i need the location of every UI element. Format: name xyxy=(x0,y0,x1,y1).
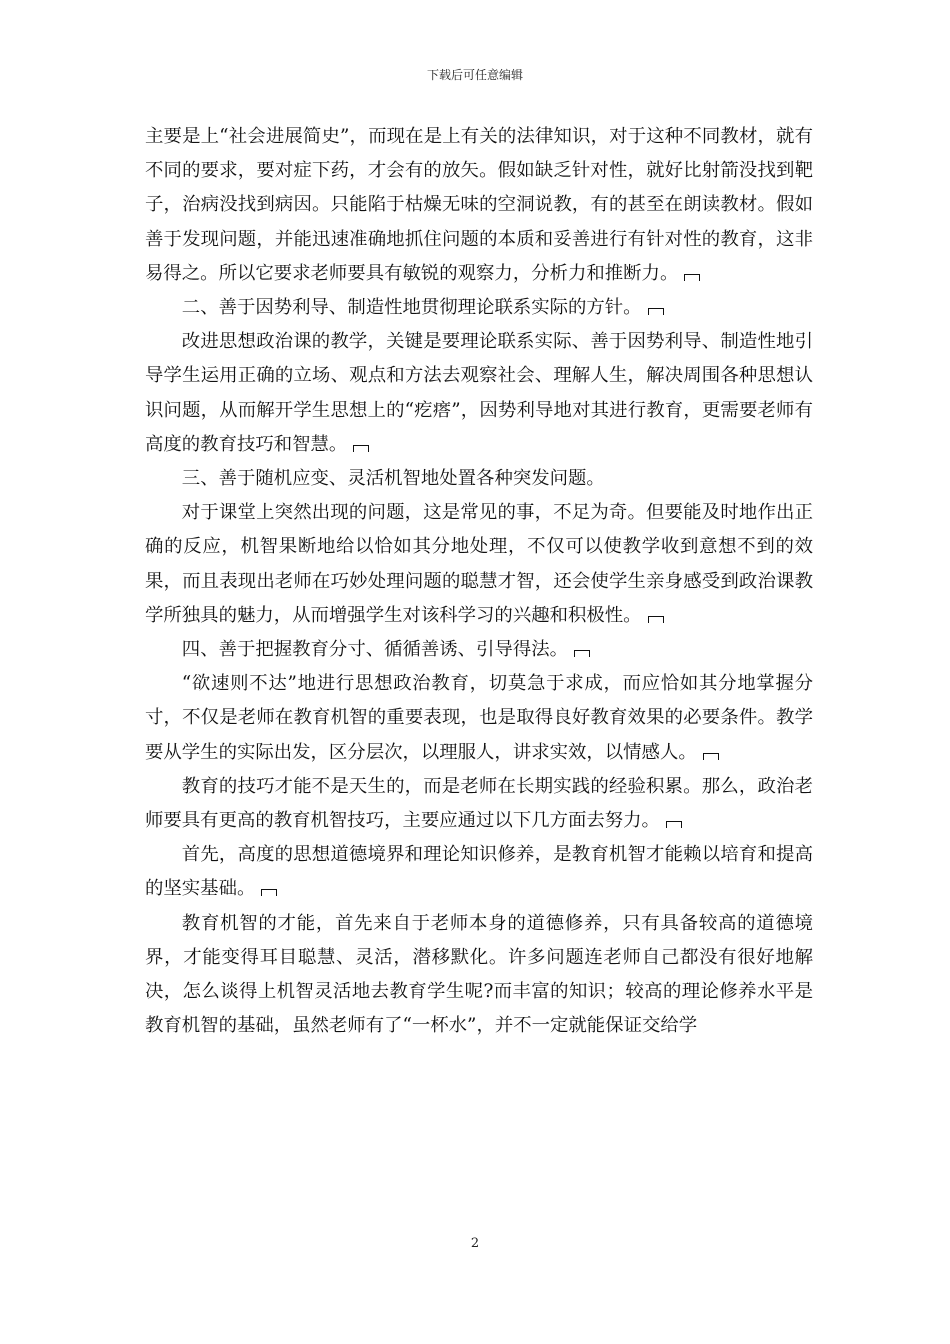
heading-4: 三、善于随机应变、灵活机智地处置各种突发问题。 xyxy=(181,468,605,490)
paragraph-mark-icon xyxy=(666,821,682,828)
paragraph-mark-icon xyxy=(684,274,700,281)
document-body xyxy=(145,120,813,1043)
heading-6: 四、善于把握教育分寸、循循善诱、引导得法。 xyxy=(145,633,813,667)
page-number: 2 xyxy=(470,1236,480,1251)
paragraph-8: 教育的技巧才能不是天生的，而是老师在长期实践的经验积累。那么，政治老师要具有更高的教育机智技巧，主要应通过以下几方面去努力。 xyxy=(145,775,813,832)
paragraph-mark-icon xyxy=(648,616,664,623)
paragraph-5: 对于课堂上突然出现的问题，这是常见的事，不足为奇。但要能及时地作出正确的反应，机智果断地给以恰如其分地处理，不仅可以使教学收到意想不到的效果，而且表现出老师在巧妙处理问题的聪慧才智，还会使学生亲身感受到政治课教学所独具的魅力，从而增强学生对该科学习的兴趣和积极性。 xyxy=(145,502,813,626)
heading-2: 二、善于因势利导、制造性地贯彻理论联系实际的方针。 xyxy=(145,291,813,325)
paragraph-1: 主要是上“社会进展简史”，而现在是上有关的法律知识，对于这种不同教材，就有不同的要求，要对症下药，才会有的放矢。假如缺乏针对性，就好比射箭没找到靶子，治病没找到病因。只能陷于枯燥无味的空洞说教，有的甚至在朗读教材。假如善于发现问题，并能迅速准确地抓住问题的本质和妥善进行有针对性的教育，这非易得之。所以它要求老师要具有敏锐的观察力，分析力和推断力。 xyxy=(145,126,813,284)
paragraph-3: 改进思想政治课的教学，关键是要理论联系实际、善于因势利导、制造性地引导学生运用正确的立场、观点和方法去观察社会、理解人生，解决周围各种思想认识问题，从而解开学生思想上的“疙瘩”，因势利导地对其进行教育，更需要老师有高度的教育技巧和智慧。 xyxy=(145,331,813,455)
page-header: 下载后可任意编辑 xyxy=(426,68,523,82)
paragraph-mark-icon xyxy=(648,308,664,315)
paragraph-mark-icon xyxy=(703,753,719,760)
paragraph-mark-icon xyxy=(574,650,590,657)
paragraph-mark-icon xyxy=(353,445,369,452)
paragraph-9: 首先，高度的思想道德境界和理论知识修养，是教育机智才能赖以培育和提高的坚实基础。 xyxy=(145,844,813,900)
paragraph-10: 教育机智的才能，首先来自于老师本身的道德修养，只有具备较高的道德境界，才能变得耳目聪慧、灵活，潜移默化。许多问题连老师自己都没有很好地解决，怎么谈得上机智灵活地去教育学生呢?而丰富的知识；较高的理论修养水平是教育机智的基础，虽然老师有了“一杯水”，并不一定就能保证交给学 xyxy=(145,912,813,1037)
paragraph-mark-icon xyxy=(261,889,277,896)
paragraph-7: “欲速则不达”地进行思想政治教育，切莫急于求成，而应恰如其分地掌握分寸，不仅是老师在教育机智的重要表现，也是取得良好教育效果的必要条件。教学要从学生的实际出发，区分层次，以理服人，讲求实效，以情感人。 xyxy=(145,673,813,763)
